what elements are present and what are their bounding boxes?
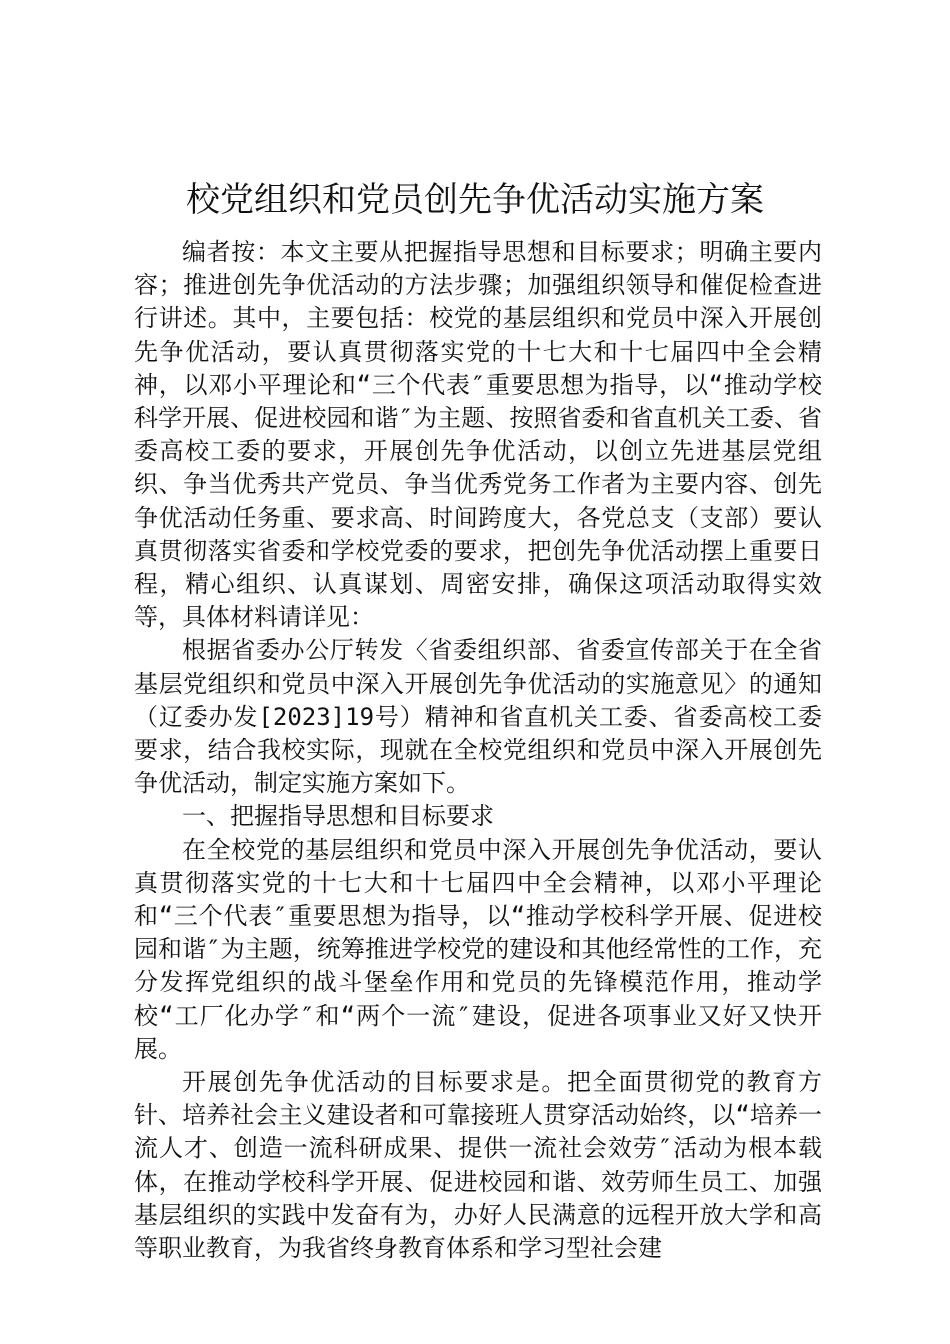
section-heading-1: 一、把握指导思想和目标要求: [182, 802, 494, 831]
document-body: [134, 236, 822, 1265]
paragraph-basis: 根据省委办公厅转发〈省委组织部、省委宣传部关于在全省基层党组织和党员中深入开展创先争优活动的实施意见〉的通知（辽委办发[2023]19号）精神和省直机关工委、省委高校工委要求，结合我校实际，现就在全校党组织和党员中深入开展创先争优活动，制定实施方案如下。: [134, 636, 822, 798]
document-title: 校党组织和党员创先争优活动实施方案: [186, 180, 764, 220]
paragraph-guiding-ideology: 在全校党的基层组织和党员中深入开展创先争优活动，要认真贯彻落实党的十七大和十七届四中全会精神，以邓小平理论和“三个代表″重要思想为指导，以“推动学校科学开展、促进校园和谐″为主题，统筹推进学校党的建设和其他经常性的工作，充分发挥党组织的战斗堡垒作用和党员的先锋模范作用，推动学校“工厂化办学″和“两个一流″建设，促进各项事业又好又快开展。: [134, 835, 822, 1063]
paragraph-goals: 开展创先争优活动的目标要求是。把全面贯彻党的教育方针、培养社会主义建设者和可靠接班人贯穿活动始终，以“培养一流人才、创造一流科研成果、提供一流社会效劳″活动为根本载体，在推动学校科学开展、促进校园和谐、效劳师生员工、加强基层组织的实践中发奋有为，办好人民满意的远程开放大学和高等职业教育，为我省终身教育体系和学习型社会建: [134, 1068, 822, 1263]
paragraph-editor-note: 编者按：本文主要从把握指导思想和目标要求；明确主要内容；推进创先争优活动的方法步骤；加强组织领导和催促检查进行讲述。其中，主要包括：校党的基层组织和党员中深入开展创先争优活动，要认真贯彻落实党的十七大和十七届四中全会精神，以邓小平理论和“三个代表″重要思想为指导，以“推动学校科学开展、促进校园和谐″为主题、按照省委和省直机关工委、省委高校工委的要求，开展创先争优活动，以创立先进基层党组织、争当优秀共产党员、争当优秀党务工作者为主要内容、创先争优活动任务重、要求高、时间跨度大，各党总支（支部）要认真贯彻落实省委和学校党委的要求，把创先争优活动摆上重要日程，精心组织、认真谋划、周密安排，确保这项活动取得实效等，具体材料请详见：: [134, 238, 822, 632]
